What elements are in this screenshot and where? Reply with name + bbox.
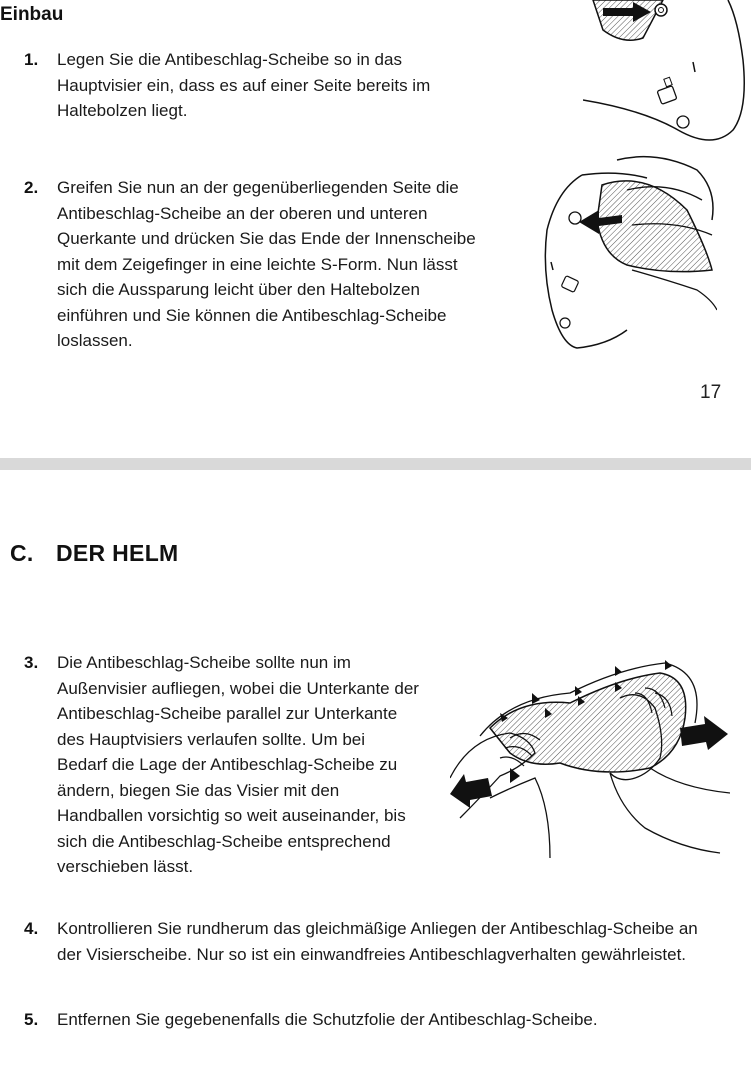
step-5 (24, 1007, 724, 1033)
step-number: 2. (24, 178, 39, 197)
step-text: Die Antibeschlag-Scheibe sollte nun im Außenvisier aufliegen, wobei die Unterkante der Antibeschlag-Scheibe parallel zur Unterkante des Hauptvisiers verlaufen sollte. Um bei Bedarf die Lage der Antibeschlag-Scheibe zu ändern, biegen Sie das Visier mit den Handballen vorsichtig so weit auseinander, bis sich die Antibeschlag-Scheibe entsprechend verschieben lässt. (57, 653, 419, 876)
step-1 (24, 47, 474, 124)
page-number: 17 (700, 382, 722, 403)
section-prefix: C. (10, 540, 34, 566)
illustration-bend-visor (537, 150, 717, 350)
section-heading-einbau: Einbau (0, 4, 64, 25)
section-title (10, 540, 179, 567)
step-4 (24, 916, 724, 967)
illustration-press-visor (450, 658, 730, 858)
step-number: 5. (24, 1010, 39, 1029)
step-text: Legen Sie die Antibeschlag-Scheibe so in das Hauptvisier ein, dass es auf einer Seite bereits im Haltebolzen liegt. (57, 50, 431, 120)
page-divider (0, 458, 751, 470)
illustration-insert-visor (583, 0, 748, 150)
step-text: Entfernen Sie gegebenenfalls die Schutzfolie der Antibeschlag-Scheibe. (57, 1010, 598, 1029)
step-2 (24, 175, 479, 354)
step-text: Greifen Sie nun an der gegenüberliegenden Seite die Antibeschlag-Scheibe an der oberen und unteren Querkante und drücken Sie das Ende der Innenscheibe mit dem Zeigefinger in eine leichte S-Form. Nun lässt sich die Aussparung leicht über den Haltebolzen einführen und Sie können die Antibeschlag-Scheibe loslassen. (57, 178, 476, 350)
step-3 (24, 650, 419, 880)
step-number: 1. (24, 50, 39, 69)
step-number: 4. (24, 919, 39, 938)
section-title-text: DER HELM (56, 540, 179, 566)
step-text: Kontrollieren Sie rundherum das gleichmäßige Anliegen der Antibeschlag-Scheibe an der Visierscheibe. Nur so ist ein einwandfreies Antibeschlagverhalten gewährleistet. (57, 919, 698, 964)
step-number: 3. (24, 653, 39, 672)
